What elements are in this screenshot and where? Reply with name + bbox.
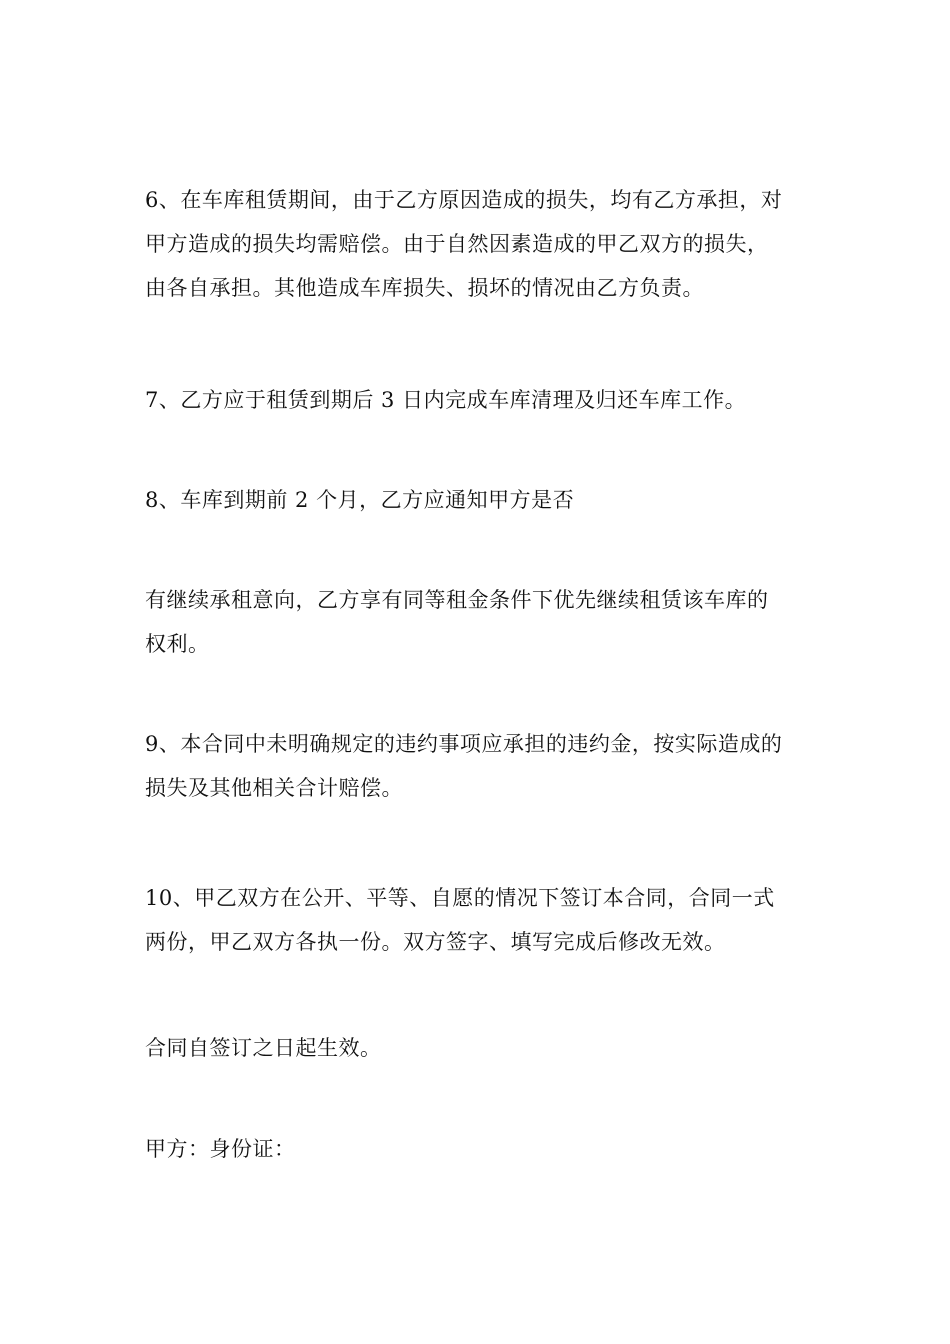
clause-9: [145, 722, 810, 810]
party-a-signature: [145, 1127, 810, 1171]
clause-9-line-2: 损失及其他相关合计赔偿。: [145, 776, 403, 800]
clause-6-line-3: 由各自承担。其他造成车库损失、损坏的情况由乙方负责。: [145, 276, 704, 300]
clause-7-line-1: 7、乙方应于租赁到期后 3 日内完成车库清理及归还车库工作。: [145, 388, 747, 412]
clause-9-line-1: 9、本合同中未明确规定的违约事项应承担的违约金，按实际造成的: [145, 732, 783, 756]
clause-10-line-2: 两份，甲乙双方各执一份。双方签字、填写完成后修改无效。: [145, 930, 726, 954]
clause-10: [145, 876, 810, 964]
effective-line: 合同自签订之日起生效。: [145, 1036, 382, 1060]
clause-6-line-2: 甲方造成的损失均需赔偿。由于自然因素造成的甲乙双方的损失，: [145, 232, 769, 256]
clause-10-line-1: 10、甲乙双方在公开、平等、自愿的情况下签订本合同，合同一式: [145, 886, 775, 910]
party-a-id-line: 甲方：身份证：: [145, 1137, 296, 1161]
clause-8-cont-line-1: 有继续承租意向，乙方享有同等租金条件下优先继续租赁该车库的: [145, 588, 769, 612]
clause-8: [145, 478, 810, 522]
clause-7: [145, 378, 810, 422]
effective-clause: [145, 1026, 810, 1070]
clause-6: [145, 178, 810, 310]
clause-8-line-1: 8、车库到期前 2 个月，乙方应通知甲方是否: [145, 488, 575, 512]
clause-6-line-1: 6、在车库租赁期间，由于乙方原因造成的损失，均有乙方承担，对: [145, 188, 783, 212]
clause-8-continued: [145, 578, 810, 666]
clause-8-cont-line-2: 权利。: [145, 632, 210, 656]
